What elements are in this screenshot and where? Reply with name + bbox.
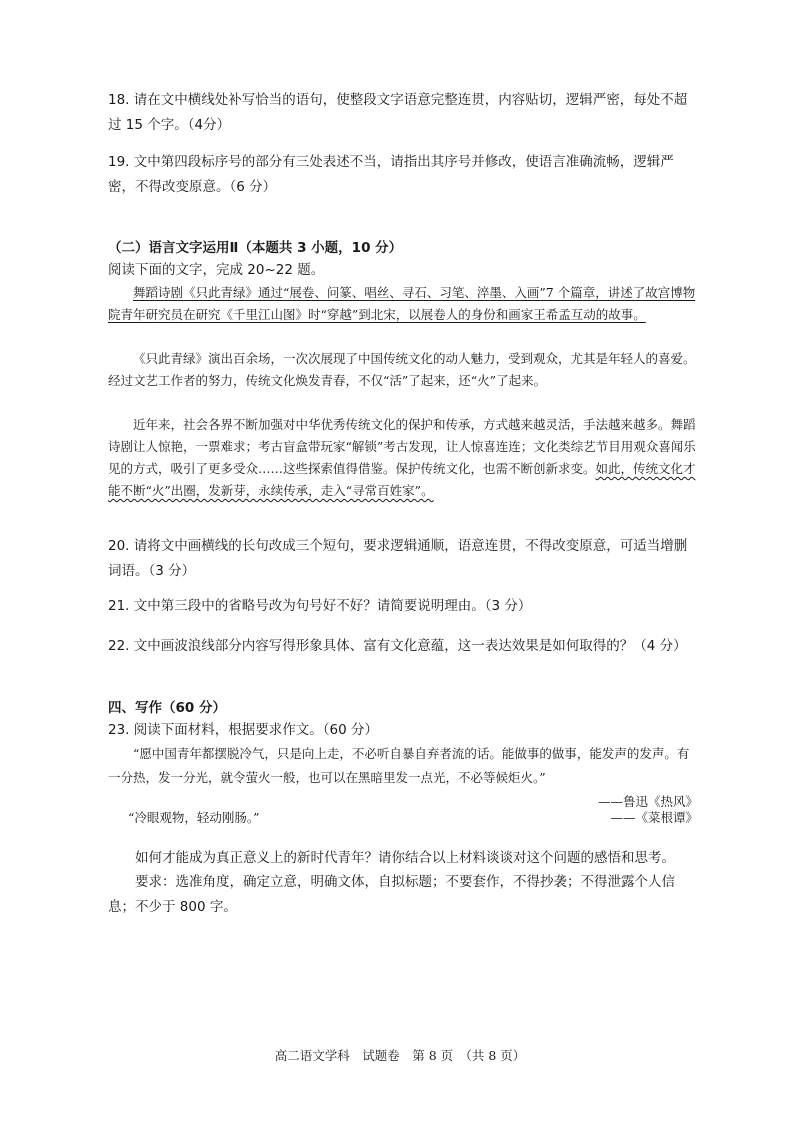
section-2-title: （二）语言文字运用Ⅱ（本题共 3 小题，10 分） (108, 240, 403, 256)
quote-luxun-source: ——鲁迅《热风》 (597, 794, 698, 809)
quote-caigentan-source: ——《菜根谭》 (610, 810, 698, 825)
passage-paragraph-3-text: 近年来，社会各界不断加强对中华优秀传统文化的保护和传承，方式越来越灵活，手法越来越多。舞蹈诗剧让人惊艳，一票难求；考古盲盒带玩家“解锁”考古发现，让人惊喜连连；文化类综艺节目用观众喜闻乐见的方式，吸引了更多受众……这些探索值得借鉴。保护传统文化，也需不断创新求变。 (108, 417, 696, 476)
quote-luxun: “愿中国青年都摆脱冷气，只是向上走，不必听自暴自弃者流的话。能做事的做事，能发声的发声。有一分热，发一分光，就令萤火一般，也可以在黑暗里发一点光，不必等候炬火。” (108, 746, 690, 785)
question-22: 22. 文中画波浪线部分内容写得形象具体、富有文化意蕴，这一表达效果是如何取得的？（4 分） (108, 638, 687, 654)
question-23: 23. 阅读下面材料，根据要求作文。（60 分） (108, 722, 378, 738)
underlined-long-sentence: 舞蹈诗剧《只此青绿》通过“展卷、问篆、唱丝、寻石、习笔、淬墨、入画”7 个篇章，讲述了故宫博物院青年研究员在研究《千里江山图》时“穿越”到北宋，以展卷人的身份和画家王希孟互动的故事。 (108, 285, 696, 322)
question-19: 19. 文中第四段标序号的部分有三处表述不当，请指出其序号并修改，使语言准确流畅，逻辑严密，不得改变原意。（6 分） (108, 154, 674, 195)
quote-caigentan: “冷眼观物，轻动刚肠。” (128, 810, 260, 825)
writing-prompt: 如何才能成为真正意义上的新时代青年？请你结合以上材料谈谈对这个问题的感悟和思考。 (135, 850, 675, 866)
section-2-intro: 阅读下面的文字，完成 20~22 题。 (108, 262, 325, 278)
passage-paragraph-3 (108, 414, 698, 502)
page-footer: 高二语文学科 试题卷 第 8 页 （共 8 页） (274, 1048, 526, 1063)
question-20: 20. 请将文中画横线的长句改成三个短句，要求逻辑通顺，语意连贯，不得改变原意，可适当增删词语。（3 分） (108, 538, 688, 579)
question-21: 21. 文中第三段中的省略号改为句号好不好？请简要说明理由。（3 分） (108, 598, 532, 614)
passage-paragraph-2: 《只此青绿》演出百余场，一次次展现了中国传统文化的动人魅力，受到观众，尤其是年轻人的喜爱。经过文艺工作者的努力，传统文化焕发青春，不仅“活”了起来，还“火”了起来。 (108, 351, 696, 388)
passage-paragraph-1 (108, 282, 698, 326)
section-4-title: 四、写作（60 分） (108, 700, 226, 716)
wavy-underlined-text: 如此，传统文化才能不断“火”出圈，发新芽，永续传承，走入“寻常百姓家”。 (108, 461, 696, 498)
writing-requirements: 要求：选准角度，确定立意，明确文体，自拟标题；不要套作，不得抄袭；不得泄露个人信息；不少于 800 字。 (108, 874, 675, 915)
question-18: 18. 请在文中横线处补写恰当的语句，使整段文字语意完整连贯，内容贴切，逻辑严密，每处不超过 15 个字。（4分） (108, 92, 688, 133)
